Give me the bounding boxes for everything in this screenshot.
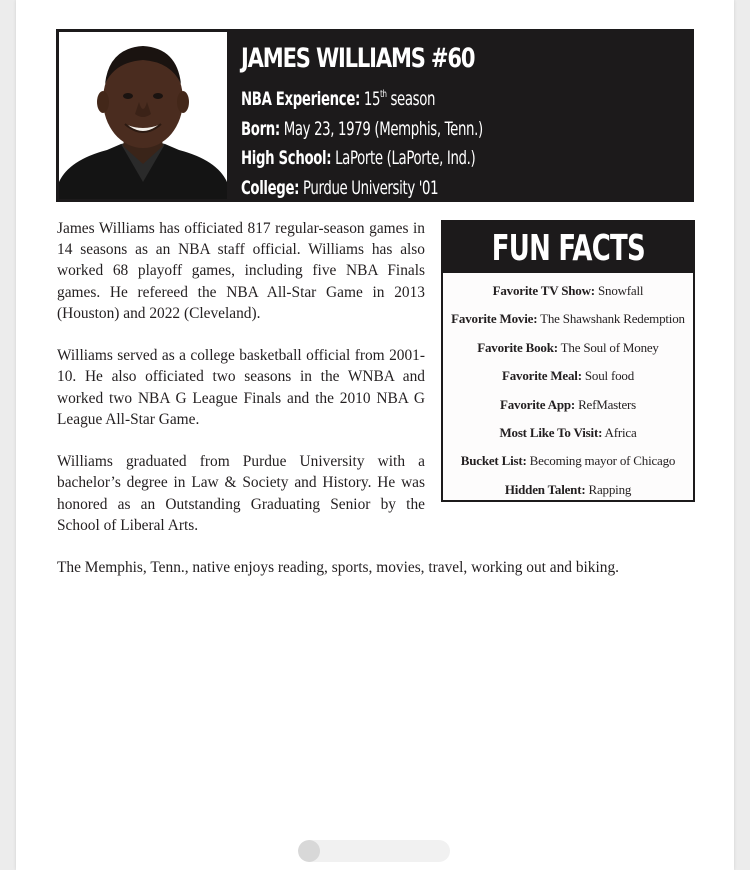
- fun-fact-item: [443, 277, 693, 305]
- high-school-value: LaPorte (LaPorte, Ind.): [331, 147, 476, 169]
- page-scroll-indicator[interactable]: [298, 840, 450, 862]
- fun-fact-item: [443, 419, 693, 447]
- college-line: [241, 174, 483, 204]
- fun-fact-item: [443, 334, 693, 362]
- fun-fact-label: Favorite TV Show:: [492, 283, 595, 298]
- experience-suffix: th: [380, 89, 387, 100]
- bio-paragraph: Williams served as a college basketball official from 2001-10. He also officiated two seasons in the WNBA and worked two NBA G League Finals and the 2010 NBA G League All-Star Game.: [57, 347, 425, 428]
- high-school-line: [241, 144, 483, 174]
- fun-fact-value: Soul food: [581, 368, 635, 384]
- fun-fact-value: The Shawshank Redemption: [537, 311, 685, 327]
- fun-fact-item: [443, 362, 693, 390]
- bio-paragraph: Williams graduated from Purdue University with a bachelor’s degree in Law & Society and History. He was honored as an Outstanding Graduating Senior by the School of Liberal Arts.: [57, 453, 425, 534]
- fun-fact-label: Hidden Talent:: [504, 481, 586, 497]
- bio-closing-line: The Memphis, Tenn., native enjoys reading, sports, movies, travel, working out and biking.: [57, 559, 620, 576]
- born-label: Born:: [241, 117, 280, 140]
- born-value: May 23, 1979 (Memphis, Tenn.): [279, 117, 483, 140]
- experience-rest: season: [386, 88, 436, 110]
- header-info: [241, 38, 587, 203]
- official-name: JAMES WILLIAMS #60: [241, 43, 475, 74]
- experience-number: 15: [363, 88, 381, 110]
- experience-label: NBA Experience:: [241, 88, 360, 110]
- fun-fact-label: Favorite App:: [499, 396, 576, 412]
- fun-fact-value: Snowfall: [594, 283, 644, 298]
- fun-fact-label: Favorite Movie:: [451, 311, 538, 327]
- fun-fact-label: Favorite Book:: [477, 339, 558, 355]
- fun-fact-value: Rapping: [585, 481, 632, 497]
- fun-fact-item: [443, 447, 693, 475]
- experience-value: [364, 88, 435, 110]
- fun-fact-value: RefMasters: [575, 396, 637, 412]
- fun-fact-value: Africa: [602, 424, 637, 440]
- bio-text: [57, 218, 425, 557]
- fun-fact-item: [443, 476, 693, 504]
- college-label: College:: [241, 176, 300, 199]
- page-scroll-thumb[interactable]: [298, 840, 320, 862]
- fun-fact-label: Bucket List:: [460, 453, 527, 469]
- fun-fact-label: Favorite Meal:: [501, 368, 582, 384]
- fun-fact-value: Becoming mayor of Chicago: [526, 453, 676, 469]
- fun-fact-item: [443, 305, 693, 333]
- fun-facts-title: [443, 222, 693, 273]
- fun-fact-label: Most Like To Visit:: [499, 424, 603, 440]
- experience-line: [241, 80, 483, 115]
- college-value: Purdue University '01: [299, 176, 439, 199]
- born-line: [241, 115, 483, 145]
- fun-facts-box: [441, 220, 695, 502]
- fun-facts-title-text: FUN FACTS: [491, 228, 645, 269]
- official-headshot-photo: [59, 32, 227, 199]
- profile-header: [56, 29, 694, 202]
- high-school-label: High School:: [241, 147, 332, 169]
- fun-fact-item: [443, 391, 693, 419]
- bio-paragraph: James Williams has officiated 817 regular-season games in 14 seasons as an NBA staff official. Williams has also worked 68 playoff games, including five NBA Finals games. He refereed the NBA All-Star Game in 2013 (Houston) and 2022 (Cleveland).: [57, 220, 425, 322]
- document-page: [16, 0, 734, 870]
- fun-facts-list: [443, 273, 693, 504]
- fun-fact-value: The Soul of Money: [557, 339, 659, 355]
